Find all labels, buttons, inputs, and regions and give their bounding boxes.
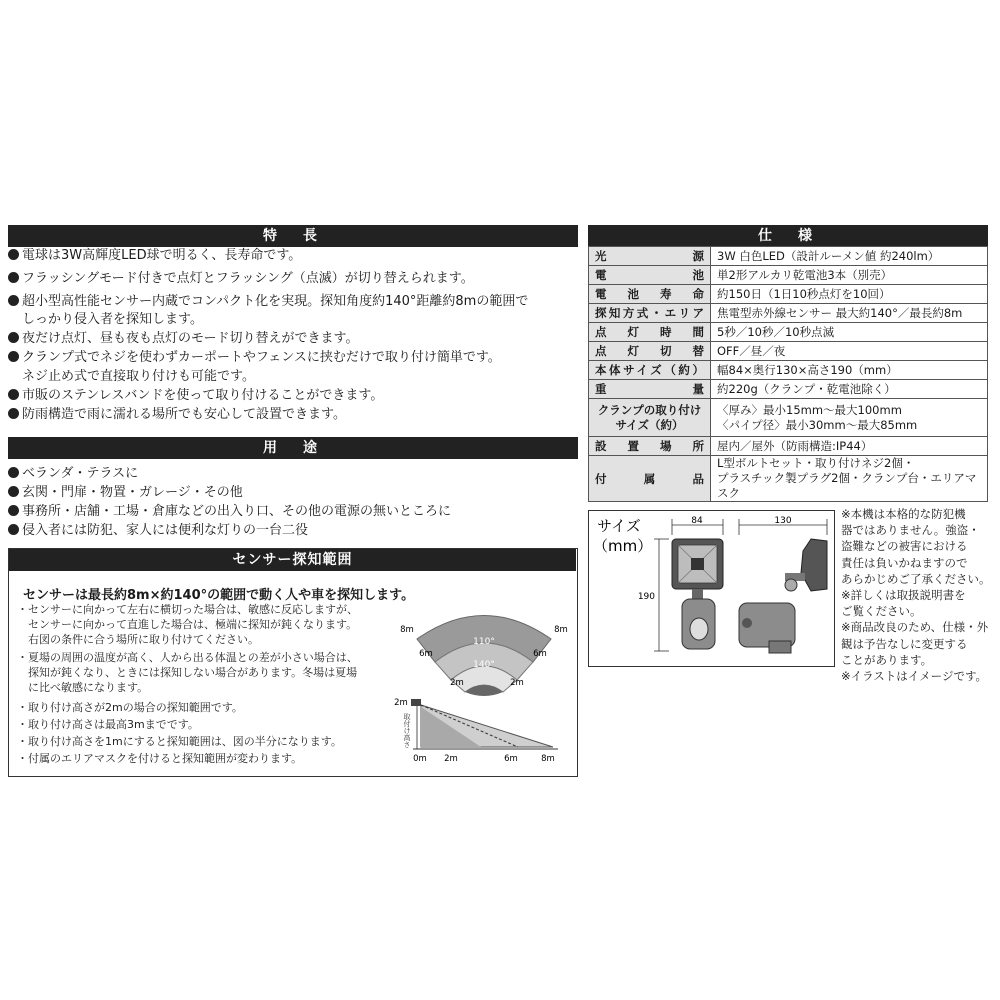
spec-value: 約220g（クランプ・乾電池除く） xyxy=(711,380,988,399)
bullet-icon xyxy=(8,486,19,497)
size-diagram xyxy=(589,511,833,665)
spec-value: 焦電型赤外線センサー 最大約140°／最長約8m xyxy=(711,304,988,323)
features-header: 特 長 xyxy=(8,225,578,247)
fan-dist-8m-right: 8m xyxy=(554,625,568,635)
spec-row xyxy=(589,342,988,361)
use-item: ベランダ・テラスに xyxy=(8,465,138,484)
side-clamp xyxy=(769,641,791,653)
sensor-fan-diagram xyxy=(399,604,569,699)
spec-table xyxy=(588,246,988,502)
spec-value: 5秒／10秒／10秒点滅 xyxy=(711,323,988,342)
spec-row xyxy=(589,399,988,437)
spec-row xyxy=(589,361,988,380)
bullet-icon xyxy=(8,467,19,478)
side-lamp-head xyxy=(801,539,827,591)
spec-row xyxy=(589,285,988,304)
spec-row xyxy=(589,266,988,285)
spec-value-line: 〈パイプ径〉最小30mm～最大85mm xyxy=(717,417,918,432)
spec-value: 屋内／屋外（防雨構造:IP44） xyxy=(711,437,988,456)
feature-item: 夜だけ点灯、昼も夜も点灯のモード切り替えができます。 xyxy=(8,330,358,349)
feature-item: 超小型高性能センサー内蔵でコンパクト化を実現。探知角度約140°距離約8mの範囲で xyxy=(8,293,528,312)
spec-label: 電池寿命 xyxy=(589,285,711,304)
sensor-note: ・取り付け高さは最高3mまでです。 xyxy=(17,718,199,731)
sensor-note: ・取り付け高さを1mにすると探知範囲は、図の半分になります。 xyxy=(17,735,342,748)
spec-label: 点灯時間 xyxy=(589,323,711,342)
fan-dist-6m-right: 6m xyxy=(533,649,547,659)
size-diagram-box xyxy=(588,510,835,667)
spec-label: 光 源 xyxy=(589,247,711,266)
bullet-icon xyxy=(8,389,19,400)
feature-item: 防雨構造で雨に濡れる場所でも安心して設置できます。 xyxy=(8,406,346,425)
feature-item: 市販のステンレスバンドを使って取り付けることができます。 xyxy=(8,387,383,406)
spec-value: 約150日（1日10秒点灯を10回） xyxy=(711,285,988,304)
size-title: サイズ xyxy=(597,517,641,535)
side-sensor-eye xyxy=(742,618,752,628)
front-sensor-eye xyxy=(690,618,708,640)
sensor-note: ・夏場の周囲の温度が高く、人から出る体温との差が小さい場合は、 xyxy=(17,651,358,664)
fan-dist-8m-left: 8m xyxy=(400,625,414,635)
size-unit: （mm） xyxy=(593,537,653,555)
sensor-note: ・付属のエリアマスクを付けると探知範囲が変わります。 xyxy=(17,752,303,765)
sensor-note: に比べ敏感になります。 xyxy=(17,681,149,694)
fan-dist-6m-left: 6m xyxy=(419,649,433,659)
spec-row xyxy=(589,437,988,456)
sensor-note: センサーに向かって直進した場合は、極端に探知が鈍くなります。 xyxy=(17,618,358,631)
feature-item: クランプ式でネジを使わずカーポートやフェンスに挟むだけで取り付け簡単です。 xyxy=(8,349,501,368)
feature-item: 電球は3W高輝度LED球で明るく、長寿命です。 xyxy=(8,247,301,266)
sensor-note: 探知が鈍くなり、ときには探知しない場合があります。冬場は夏場 xyxy=(17,666,358,679)
spec-label: 点灯切替 xyxy=(589,342,711,361)
side-x2-label: 2m xyxy=(444,754,458,764)
use-item: 玄関・門扉・物置・ガレージ・その他 xyxy=(8,484,243,503)
use-item: 事務所・店舗・工場・倉庫などの出入り口、その他の電源の無いところに xyxy=(8,503,451,522)
spec-value-line: プラスチック製プラグ2個・クランプ台・エリアマスク xyxy=(717,471,977,500)
side-x6-label: 6m xyxy=(504,754,518,764)
spec-value xyxy=(711,456,988,502)
note-line: ※本機は本格的な防犯機 xyxy=(841,507,966,521)
spec-value: 幅84×奥行130×高さ190（mm） xyxy=(711,361,988,380)
spec-row xyxy=(589,380,988,399)
side-joint xyxy=(785,579,797,591)
note-line: ご覧ください。 xyxy=(841,604,922,619)
fan-dist-2m-right: 2m xyxy=(510,678,524,688)
note-line: あらかじめご了承ください。 xyxy=(841,571,991,586)
bullet-icon xyxy=(8,295,19,306)
bullet-icon xyxy=(8,272,19,283)
sensor-lead: センサーは最長約8m×約140°の範囲で動く人や車を探知します。 xyxy=(23,588,415,603)
feature-item-continued: しっかり侵入者を探知します。 xyxy=(22,312,203,327)
spec-label-line: サイズ（約） xyxy=(615,417,684,432)
spec-label-line: クランプの取り付け xyxy=(597,402,702,417)
sensor-note: ・取り付け高さが2mの場合の探知範囲です。 xyxy=(17,701,243,714)
spec-label: 電 池 xyxy=(589,266,711,285)
front-led xyxy=(691,558,704,570)
sensor-range-section xyxy=(8,548,578,777)
side-vertical-label: 取付け高さ xyxy=(403,713,411,748)
height-dim-label: 190 xyxy=(637,592,655,602)
bullet-icon xyxy=(8,505,19,516)
spec-row xyxy=(589,456,988,502)
spec-row xyxy=(589,247,988,266)
spec-value-line: 〈厚み〉最小15mm～最大100mm xyxy=(717,402,902,417)
note-line: ※商品改良のため、仕様・外 xyxy=(841,620,989,635)
front-arm xyxy=(692,589,703,599)
fan-angle-mid: 110° xyxy=(473,637,495,647)
note-line: ことがあります。 xyxy=(841,652,933,667)
note-line: 観は予告なしに変更する xyxy=(841,636,968,651)
spec-value: 3W 白色LED（設計ルーメン値 約240lm） xyxy=(711,247,988,266)
sensor-note: ・センサーに向かって左右に横切った場合は、敏感に反応しますが、 xyxy=(17,603,358,616)
specs-header: 仕 様 xyxy=(588,225,988,247)
feature-item-continued: ネジ止め式で直接取り付けも可能です。 xyxy=(22,369,255,384)
depth-dim-label: 130 xyxy=(774,516,792,526)
bullet-icon xyxy=(8,524,19,535)
spec-label: 探知方式・エリア xyxy=(589,304,711,323)
sensor-header: センサー探知範囲 xyxy=(9,549,576,571)
side-x8-label: 8m xyxy=(541,754,555,764)
spec-row xyxy=(589,323,988,342)
spec-label: 設置場所 xyxy=(589,437,711,456)
spec-label: 重 量 xyxy=(589,380,711,399)
note-line: 責任は負いかねますので xyxy=(841,555,968,570)
fan-dist-2m-left: 2m xyxy=(450,678,464,688)
spec-value xyxy=(711,399,988,437)
spec-label: 付 属 品 xyxy=(589,456,711,502)
bullet-icon xyxy=(8,249,19,260)
spec-row xyxy=(589,304,988,323)
note-line: ※詳しくは取扱説明書を xyxy=(841,588,966,603)
note-line: 器ではありません。強盗・ xyxy=(841,523,980,538)
width-dim-label: 84 xyxy=(691,516,703,526)
spec-label xyxy=(589,399,711,437)
feature-item: フラッシングモード付きで点灯とフラッシング（点滅）が切り替えられます。 xyxy=(8,270,474,289)
side-sensor-unit xyxy=(411,699,421,706)
sensor-note: 右図の条件に合う場所に取り付けてください。 xyxy=(17,633,259,646)
spec-value: 単2形アルカリ乾電池3本（別売） xyxy=(711,266,988,285)
disclaimer-notes xyxy=(841,506,991,684)
fan-angle-outer: 100° xyxy=(473,608,495,618)
spec-label: 本体サイズ（約） xyxy=(589,361,711,380)
side-x0-label: 0m xyxy=(413,754,427,764)
fan-angle-inner: 140° xyxy=(473,660,495,670)
side-height-label: 2m xyxy=(394,698,408,708)
spec-value-line: L型ボルトセット・取り付けネジ2個・ xyxy=(717,456,915,470)
bullet-icon xyxy=(8,351,19,362)
bullet-icon xyxy=(8,332,19,343)
spec-value: OFF／昼／夜 xyxy=(711,342,988,361)
sensor-side-diagram xyxy=(393,695,563,765)
use-item: 侵入者には防犯、家人には便利な灯りの一台二役 xyxy=(8,522,308,541)
note-line: ※イラストはイメージです。 xyxy=(841,669,988,684)
uses-header: 用 途 xyxy=(8,437,578,459)
note-line: 盗難などの被害における xyxy=(841,539,968,554)
bullet-icon xyxy=(8,408,19,419)
